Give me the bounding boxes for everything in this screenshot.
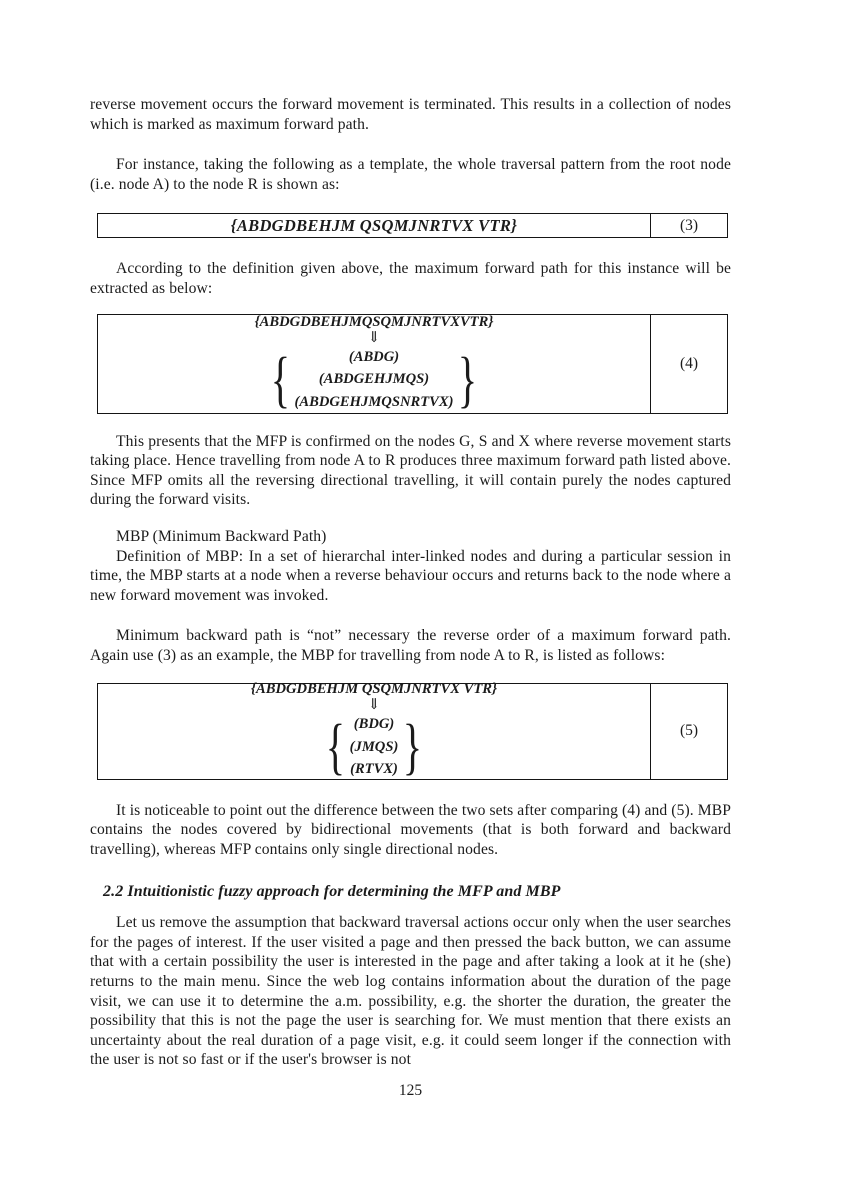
paragraph-continuation: reverse movement occurs the forward movement is terminated. This results in a collection of nodes which is marked as maximum forward path. [90, 96, 731, 133]
right-brace-icon: } [403, 712, 423, 782]
equation-4-path-3: (ABDGEHJMQSNRTVX) [294, 393, 454, 410]
equation-5-content [98, 681, 650, 782]
equation-4-number: (4) [650, 315, 727, 413]
equation-4-paths [295, 346, 454, 413]
equation-3-expression: {ABDGDBEHJM QSQMJNRTVX VTR} [230, 215, 518, 235]
down-double-arrow-icon: ⇓ [367, 697, 381, 714]
equation-4-box [97, 314, 728, 414]
paragraph-this-presents: This presents that the MFP is confirmed on the nodes G, S and X where reverse movement starts taking place. Hence travelling from node A to R produces three maximum forward path listed above. Since MFP omits all the reversing directional travelling, it will contain purely the nodes captured during the forward visits. [90, 432, 731, 509]
page-number: 125 [398, 1082, 423, 1100]
paragraph-let-us-remove: Let us remove the assumption that backward traversal actions occur only when the user searches for the pages of interest. If the user visited a page and then pressed the back button, we can assume that with a certain possibility the user is interested in the page and after taking a look at it he (she) returns to the main menu. Since the web log contains information about the duration of the page visit, we can use it to determine the a.m. possibility, e.g. the shorter the duration, the greater the possibility that this is not the page the user is searching for. We must mention that there exists an uncertainty about the real duration of a page visit, e.g. it could seem longer if the connection with the user is not so fast or if the user's browser is not [90, 914, 731, 1069]
right-brace-icon: } [458, 344, 478, 415]
paragraph-minimum-backward: Minimum backward path is “not” necessary the reverse order of a maximum forward path. Again use (3) as an example, the MBP for travelling from node A to R, is listed as follows: [90, 627, 731, 664]
paragraph-noticeable: It is noticeable to point out the difference between the two sets after comparing (4) and (5). MBP contains the nodes covered by bidirectional movements (that is both forward and backward travelling), whereas MFP contains only single directional nodes. [90, 801, 731, 858]
equation-5-path-3: (RTVX) [350, 761, 398, 778]
paragraph-for-instance: For instance, taking the following as a template, the whole traversal pattern from the root node (i.e. node A) to the node R is shown as: [90, 156, 731, 193]
equation-3-box [97, 213, 728, 238]
equation-3-number: (3) [650, 214, 727, 237]
equation-3-content [98, 214, 650, 237]
equation-4-path-set [266, 346, 483, 413]
equation-5-path-set [321, 713, 427, 780]
paragraph-mbp-definition: Definition of MBP: In a set of hierarchal inter-linked nodes and during a particular session in time, the MBP starts at a node when a reverse behaviour occurs and returns back to the node where a new forward movement was invoked. [90, 547, 731, 604]
equation-5-paths [350, 713, 399, 780]
equation-5-box [97, 683, 728, 780]
equation-5-path-1: (BDG) [353, 716, 395, 733]
paragraph-mbp-title: MBP (Minimum Backward Path) [116, 527, 327, 545]
document-page [90, 0, 731, 1100]
left-brace-icon: { [325, 712, 345, 782]
down-double-arrow-icon: ⇓ [367, 329, 381, 346]
equation-4-path-1: (ABDG) [348, 348, 400, 365]
equation-4-source-set: {ABDGDBEHJMQSQMJNRTVXVTR} [254, 313, 494, 330]
equation-4-content [98, 315, 650, 413]
equation-4-path-2: (ABDGEHJMQS) [318, 371, 430, 388]
left-brace-icon: { [270, 344, 290, 415]
equation-5-path-2: (JMQS) [349, 738, 399, 755]
equation-5-number: (5) [650, 684, 727, 779]
paragraph-according: According to the definition given above, the maximum forward path for this instance will be extracted as below: [90, 260, 731, 297]
section-heading-2-2: 2.2 Intuitionistic fuzzy approach for determining the MFP and MBP [103, 883, 561, 901]
equation-5-source-set: {ABDGDBEHJM QSQMJNRTVX VTR} [250, 681, 498, 698]
